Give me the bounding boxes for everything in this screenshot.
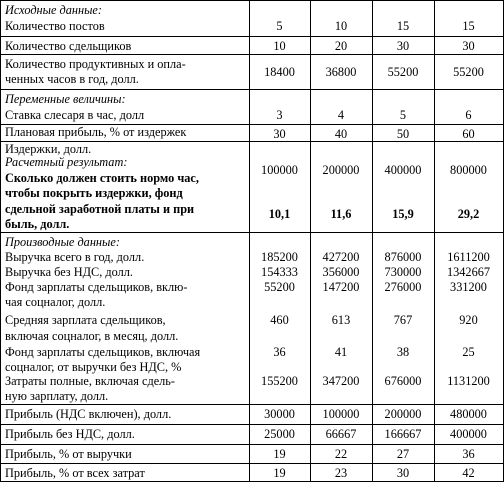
table-cell: 18400 [264, 65, 295, 79]
row-label: Фонд зарплаты сдельщиков, включая [5, 345, 201, 359]
table-cell: 920 [459, 313, 478, 327]
table-cell: 30 [396, 466, 410, 480]
table-cell: 331200 [450, 280, 487, 294]
table-cell: 400000 [384, 163, 422, 177]
table-cell: 15 [462, 19, 475, 33]
row-label: Прибыль без НДС, долл. [5, 427, 135, 441]
table-cell: 6 [465, 108, 472, 122]
table-cell: 200000 [322, 163, 360, 177]
table-cell: 10,1 [268, 207, 291, 221]
table-cell: 613 [331, 313, 351, 327]
table-cell: 15 [396, 19, 410, 33]
row-label: Фонд зарплаты сдельщиков, вклю- [5, 280, 188, 294]
table-cell: 60 [462, 127, 475, 141]
table-cell: 200000 [384, 407, 422, 421]
section-label-variables: Переменные величины: [5, 92, 126, 106]
table-cell: 23 [334, 466, 348, 480]
row-label: Прибыль, % от всех затрат [5, 466, 145, 480]
table-cell: 55200 [264, 280, 295, 294]
table-cell: 55200 [453, 65, 484, 79]
table-cell: 730000 [384, 265, 422, 279]
table-cell: 5 [399, 108, 407, 122]
table-cell: 185200 [261, 250, 298, 264]
row-label: включая соцналог, в месяц, долл. [5, 329, 179, 343]
row-label: Плановая прибыль, % от издержек [5, 125, 187, 139]
row-label: Выручка без НДС, долл. [5, 265, 133, 279]
row-label: Сколько должен стоить нормо час, [5, 171, 199, 185]
table-cell: 5 [276, 19, 283, 33]
row-label: Затраты полные, включая сдель- [5, 374, 175, 388]
table-cell: 11,6 [330, 207, 352, 221]
table-cell: 36800 [325, 65, 357, 79]
row-label: ченных часов в год, долл. [5, 72, 139, 86]
table-cell: 36 [273, 345, 286, 359]
table-cell: 767 [393, 313, 413, 327]
row-label: ную зарплату, долл. [5, 389, 109, 403]
table-cell: 480000 [450, 407, 487, 421]
table-cell: 42 [462, 466, 475, 480]
row-label: соцналог, от выручки без НДС, % [5, 360, 182, 374]
table-cell: 100000 [261, 163, 298, 177]
table-cell: 1611200 [447, 250, 490, 264]
table-cell: 155200 [261, 374, 298, 388]
row-label: Количество сдельщиков [5, 39, 132, 53]
row-label: чая соцналог, долл. [5, 295, 106, 309]
section-label-derived: Производные данные: [5, 235, 120, 249]
row-label: Издержки, долл. [5, 142, 92, 156]
table-cell: 4 [337, 108, 345, 122]
table-cell: 15,9 [392, 207, 414, 221]
table-cell: 29,2 [457, 207, 480, 221]
table-cell: 30 [462, 39, 475, 53]
row-label: Количество продуктивных и опла- [5, 57, 186, 71]
table-cell: 3 [276, 108, 283, 122]
table-cell: 1131200 [447, 374, 490, 388]
row-label: Выручка всего в год, долл. [5, 250, 145, 264]
row-label: Ставка слесаря в час, долл [5, 108, 145, 122]
table-cell: 276000 [384, 280, 422, 294]
table-cell: 30 [396, 39, 410, 53]
table-cell: 427200 [322, 250, 360, 264]
section-label-initial-data: Исходные данные: [5, 3, 102, 17]
table-cell: 27 [396, 447, 410, 461]
table-cell: 460 [270, 313, 289, 327]
table-cell: 19 [273, 447, 286, 461]
table-cell: 20 [334, 39, 348, 53]
table-cell: 25000 [264, 427, 295, 441]
row-label: Количество постов [5, 19, 105, 33]
row-label: чтобы покрыть издержки, фонд [5, 186, 183, 200]
table-cell: 25 [462, 345, 475, 359]
table-cell: 38 [396, 345, 410, 359]
table-cell: 50 [396, 127, 410, 141]
table-cell: 30 [273, 127, 286, 141]
table-cell: 356000 [322, 265, 360, 279]
table-cell: 1342667 [446, 265, 491, 279]
table-cell: 55200 [387, 65, 419, 79]
table-cell: 22 [334, 447, 348, 461]
table-cell: 10 [273, 39, 286, 53]
table-cell: 100000 [322, 407, 360, 421]
table-cell: 147200 [322, 280, 360, 294]
table-cell: 30000 [264, 407, 295, 421]
table-cell: 166667 [384, 427, 422, 441]
table-cell: 154333 [261, 265, 298, 279]
table-cell: 10 [334, 19, 348, 33]
table-cell: 40 [334, 127, 348, 141]
table-cell: 876000 [384, 250, 422, 264]
table-cell: 66667 [325, 427, 357, 441]
table-cell: 400000 [450, 427, 487, 441]
table-cell: 19 [273, 466, 286, 480]
table-cell: 676000 [384, 374, 422, 388]
table-cell: 41 [334, 345, 348, 359]
row-label: быль, долл. [5, 217, 70, 231]
row-label: Прибыль (НДС включен), долл. [5, 407, 172, 421]
section-label-result: Расчетный результат: [5, 155, 128, 169]
table-cell: 800000 [450, 163, 487, 177]
table-cell: 347200 [322, 374, 360, 388]
table-cell: 36 [462, 447, 475, 461]
row-label: Средняя зарплата сдельщиков, [5, 313, 166, 327]
row-label: сдельной заработной платы и при [5, 202, 195, 216]
row-label: Прибыль, % от выручки [5, 447, 132, 461]
